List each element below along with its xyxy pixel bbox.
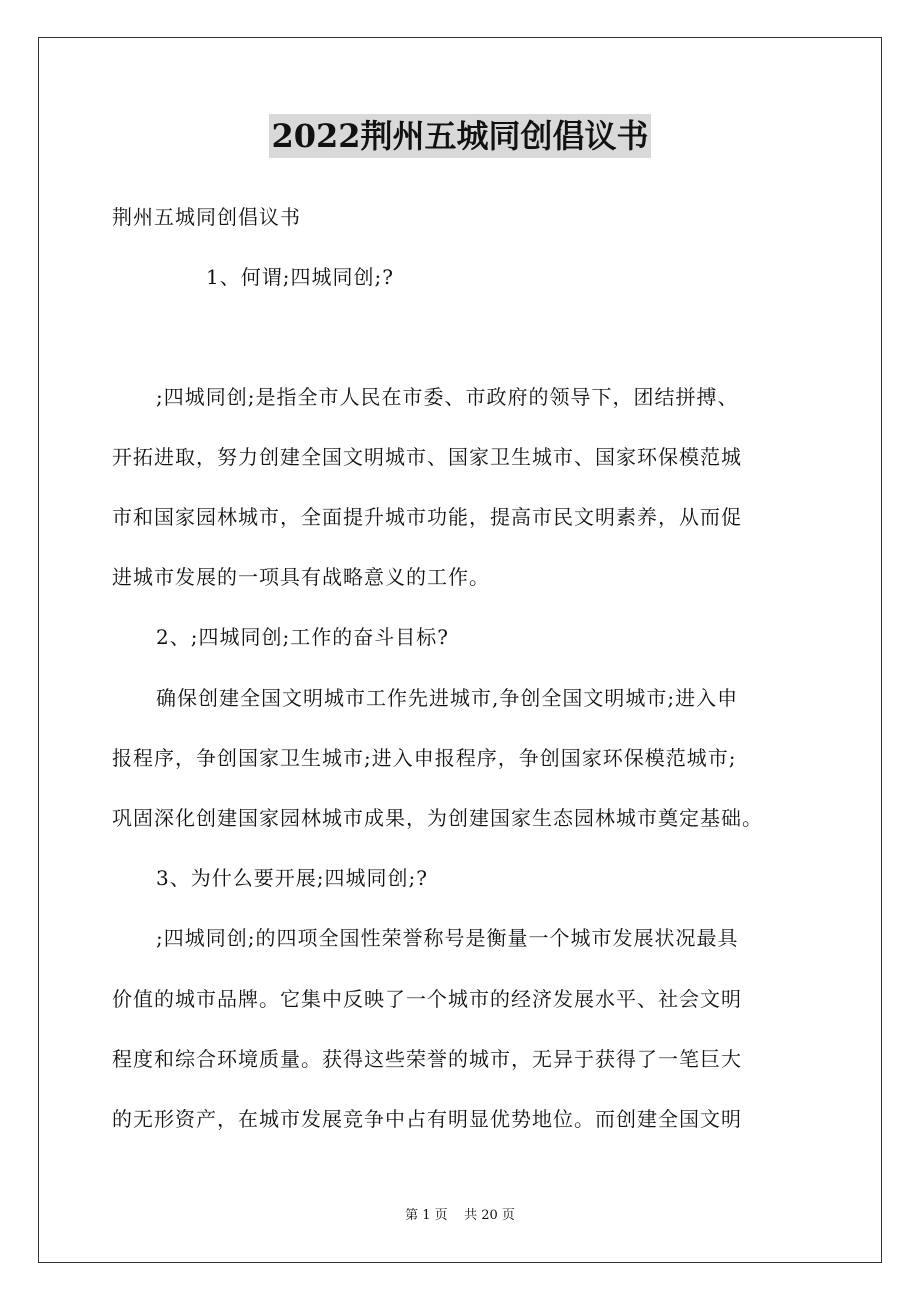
paragraph-line: 价值的城市品牌。它集中反映了一个城市的经济发展水平、社会文明 — [112, 987, 742, 1011]
subtitle-line: 荆州五城同创倡议书 — [112, 205, 301, 229]
paragraph-line: ;四城同创;的四项全国性荣誉称号是衡量一个城市发展状况最具 — [156, 926, 739, 950]
section-heading-2: 2、;四城同创;工作的奋斗目标? — [156, 625, 449, 649]
title-container — [0, 114, 920, 158]
paragraph-line: ;四城同创;是指全市人民在市委、市政府的领导下，团结拼搏、 — [156, 385, 739, 409]
paragraph-line: 巩固深化创建国家园林城市成果，为创建国家生态园林城市奠定基础。 — [112, 806, 763, 830]
paragraph-line: 市和国家园林城市，全面提升城市功能，提高市民文明素养，从而促 — [112, 505, 742, 529]
paragraph-line: 确保创建全国文明城市工作先进城市,争创全国文明城市;进入申 — [156, 686, 739, 710]
paragraph-line: 报程序，争创国家卫生城市;进入申报程序，争创国家环保模范城市; — [112, 746, 737, 770]
paragraph-line: 进城市发展的一项具有战略意义的工作。 — [112, 565, 490, 589]
paragraph-line: 的无形资产，在城市发展竞争中占有明显优势地位。而创建全国文明 — [112, 1107, 742, 1131]
document-title: 2022荆州五城同创倡议书 — [269, 114, 650, 158]
paragraph-line: 开拓进取，努力创建全国文明城市、国家卫生城市、国家环保模范城 — [112, 445, 742, 469]
section-heading-1: 1、何谓;四城同创;? — [206, 265, 394, 289]
section-heading-3: 3、为什么要开展;四城同创;? — [156, 866, 428, 890]
page-footer: 第 1 页 共 20 页 — [405, 1208, 515, 1223]
paragraph-line: 程度和综合环境质量。获得这些荣誉的城市，无异于获得了一笔巨大 — [112, 1047, 742, 1071]
